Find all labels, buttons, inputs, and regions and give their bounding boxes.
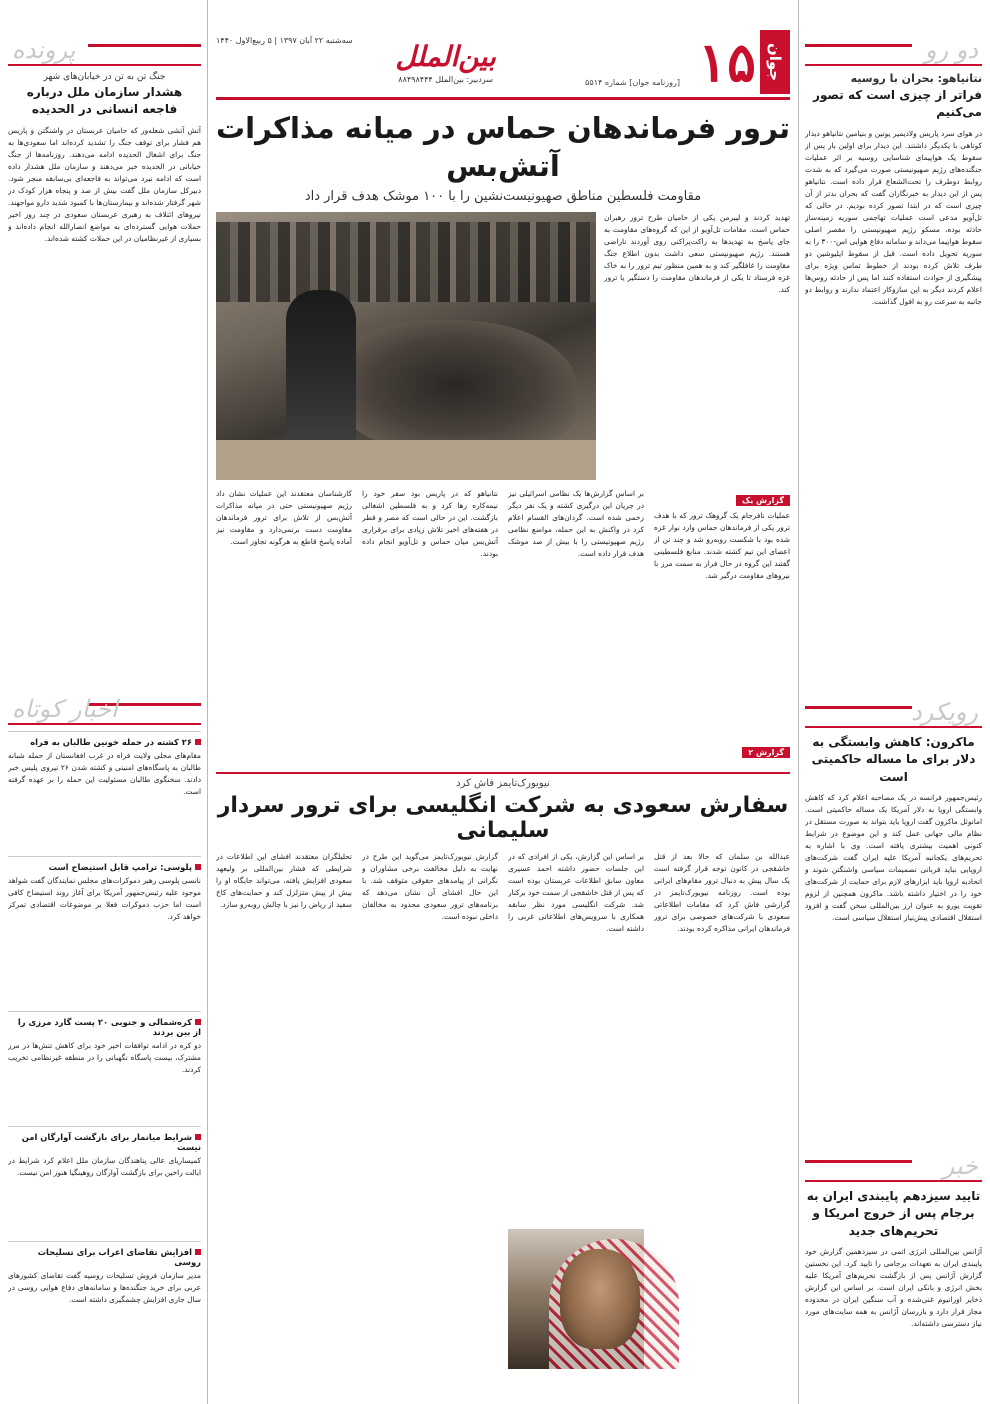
article-body: آژانس بین‌المللی انرژی اتمی در سیزدهمین گزارش خود پایبندی ایران به تعهدات برجامی را تایید کرد. این نخستین گزارش آژانس پس از بازگشت تحریم‌های آمریکا علیه بخش انرژی و بانکی ایران است. بر اساس این گزارش ذخایر اورانیوم غنی‌شده و آب سنگین ایران در محدوده مجاز قرار دارد و بازرسان آژانس به همه سایت‌های مورد نیاز دسترسی داشته‌اند. <box>805 1247 982 1329</box>
report-tag: گزارش یک <box>736 495 790 506</box>
brief-body: کمیساریای عالی پناهندگان سازمان ملل اعلام کرد شرایط در ایالت راخین برای بازگشت آوارگان روهینگیا هنوز امن نیست. <box>8 1155 201 1177</box>
lead-col-body: نتانیاهو که در پاریس بود سفر خود را نیمه‌کاره رها کرد و به فلسطین اشغالی بازگشت. این در حالی است که مصر و قطر در هفته‌های اخیر تلاش زیادی برای برقراری آتش‌بس میان حماس و تل‌آویو انجام داده بودند. <box>362 489 498 559</box>
lead-row <box>216 212 790 480</box>
logo-page-number: ۱۵ <box>697 30 756 94</box>
date-line: سه‌شنبه ۲۲ آبان ۱۳۹۷ | ۵ ربیع‌الاول ۱۴۴۰ <box>216 36 353 45</box>
section-tag-bar <box>88 44 201 47</box>
lead-subheadline: مقاومت فلسطین مناطق صهیونیست‌نشین را با ۱۰۰ موشک هدف قرار داد <box>304 189 702 205</box>
section-tag-label: اخبار کوتاه <box>12 694 118 723</box>
photo-face <box>560 1249 640 1349</box>
bullet-square-icon <box>195 1019 201 1025</box>
masthead <box>216 0 790 100</box>
second-col-body: عبدالله بن سلمان که حالا بعد از قتل خاشقجی در کانون توجه قرار گرفته است یک سال پیش به دنبال ترور مقام‌های ایرانی بوده است. روزنامه نیویورک‌تایمز در گزارشی فاش کرد که مقامات اطلاعاتی سعودی با شرکت‌های خصوصی برای ترور فرماندهان ایرانی مذاکره کرده بودند. <box>654 852 790 934</box>
lead-col-body: کارشناسان معتقدند این عملیات نشان داد رژیم صهیونیستی حتی در میانه مذاکرات آتش‌بس از تلاش برای ترور فرماندهان مقاومت دست برنمی‌دارد و مقاومت نیز آماده پاسخ قاطع به هرگونه تجاوز است. <box>216 489 352 547</box>
section-tag-label: دو رو <box>924 36 978 64</box>
bullet-square-icon <box>195 1134 201 1140</box>
lead-col-body: عملیات نافرجام یک گروهک ترور که با هدف ترور یکی از فرماندهان حماس وارد نوار غزه شده بود با شکست روبه‌رو شد و چند تن از اعضای این تیم کشته شدند. منابع فلسطینی گفتند این گروه در حال فرار به سمت مرز با نیروهای مقاومت درگیر شد. <box>654 511 790 581</box>
brief-title: شرایط میانمار برای بازگشت آوارگان امن نیست <box>21 1131 201 1152</box>
section-editor-line: سردبیر: بین‌الملل ۸۸۴۹۸۴۴۴ <box>398 75 493 84</box>
second-photo[interactable] <box>508 1229 644 1369</box>
brief-title: کره‌شمالی و جنوبی ۲۰ پست گارد مرزی را از بین بردند <box>17 1016 201 1037</box>
brief-item[interactable] <box>8 1241 201 1360</box>
section-tag-bar <box>805 1160 912 1163</box>
second-col-body: تحلیلگران معتقدند افشای این اطلاعات در شرایطی که فشار بین‌المللی بر ولیعهد سعودی افزایش یافته، می‌تواند جایگاه او را بیش از پیش متزلزل کند و حمایت‌های کاخ سفید از ریاض را نیز با چالش روبه‌رو سازد. <box>216 852 352 910</box>
lead-body-columns <box>216 488 790 740</box>
section-tag-parvandeh <box>8 36 201 66</box>
second-kicker: نیویورک‌تایمز فاش کرد <box>456 778 550 790</box>
newspaper-logo <box>682 26 790 98</box>
section-tag-briefs <box>8 695 201 725</box>
brief-title: پلوسی: ترامپ قابل استیضاح است <box>8 862 201 872</box>
article-body: آتش آتشی شعله‌ور که حامیان عربستان در واشنگتن و پاریس هم فشار برای توقف جنگ را تشدید کرده‌اند اما سعودی‌ها به جنگ برای اشغال الحدیده ادامه می‌دهند. روزنامه‌ها از جنگ خیابانی در الحدیده خبر می‌دهند و سازمان ملل هشدار داده است که ادامه نبرد می‌تواند به فاجعه‌ای بی‌سابقه منجر شود. دبیرکل سازمان ملل گفت بیش از صد و پنجاه هزار کودک در شهر گرفتار شده‌اند و بیمارستان‌ها با کمبود شدید دارو مواجهند. نیروهای ائتلاف به رهبری عربستان سعودی در چند روز اخیر حملات هوایی گسترده‌ای به مواضع انصارالله انجام داده‌اند و بسیاری از غیرنظامیان در این حملات کشته شده‌اند. <box>8 125 201 243</box>
section-tag-bar <box>805 44 912 47</box>
lead-side-text <box>604 212 790 480</box>
middle-column <box>208 0 798 1404</box>
second-col-body: بر اساس این گزارش، یکی از افرادی که در این جلسات حضور داشته احمد عسیری معاون سابق اطلاعات عربستان بوده است که پس از قتل خاشقجی از سمت خود برکنار شد. شرکت انگلیسی مورد نظر سابقه همکاری با سرویس‌های اطلاعاتی غربی را داشته است. <box>508 852 644 934</box>
lead-photo[interactable] <box>216 212 596 480</box>
bullet-square-icon <box>195 864 201 870</box>
section-tag-label: خبر <box>942 1151 978 1180</box>
issue-info: [روزنامه جوان] شماره ۵۵۱۴ <box>585 78 680 87</box>
section-divider <box>216 772 790 774</box>
article-body: در هوای سرد پاریس ولادیمیر پوتین و بنیامین نتانیاهو دیدار کوتاهی با یکدیگر داشتند. این دیدار برای اولین بار پس از سقوط یک هواپیمای شناسایی روسیه بر اثر عملیات جنگنده‌های رژیم صهیونیستی صورت می‌گیرد که به شدت روابط دوطرف را تحت‌الشعاع قرار داده است. نتانیاهو پس از این دیدار به خبرنگاران گفت که بحران بدتر از آن چیزی است که در ابتدا تصور کرده بودیم. در حالی که تل‌آویو مدعی است عملیات تهاجمی سوریه زمینه‌ساز حادثه بوده، مسکو رژیم صهیونیستی را مقصر اصلی سقوط هواپیما می‌داند و سامانه دفاع هوایی اس-۳۰۰ را به سوریه تحویل داده است. قبل از سقوط ایلیوشین دو طرف تلاش کرده بودند از خطوط تماس ویژه برای پیشگیری از حوادث استفاده کنند اما پس از حادثه روس‌ها اعلام کردند دیگر به این سازوکار اعتماد ندارند و روابط دو جانبه به سرعت رو به افول گذاشت. <box>805 128 982 306</box>
brief-item[interactable] <box>8 1126 201 1235</box>
brief-item[interactable] <box>8 1011 201 1120</box>
section-brand <box>395 40 496 84</box>
lead-col-body: بر اساس گزارش‌ها یک نظامی اسرائیلی نیز در جریان این درگیری کشته و یک نفر دیگر زخمی شده است. گردان‌های القسام اعلام کرد در واکنش به این حمله، مواضع نظامی رژیم صهیونیستی را با بیش از صد موشک هدف قرار داده است. <box>508 489 644 559</box>
second-col <box>362 851 498 1371</box>
lead-headline[interactable]: ترور فرماندهان حماس در میانه مذاکرات آتش‌بس <box>215 111 790 183</box>
article-body: رئیس‌جمهور فرانسه در یک مصاحبه اعلام کرد که کاهش وابستگی اروپا به دلار آمریکا یک مساله حاکمیتی است. امانوئل ماکرون گفت اروپا باید بتواند به صورت مستقل در نظام مالی جهانی عمل کند و این موضوع در شرایط کنونی اهمیت بیشتری یافته است. وی با اشاره به تحریم‌های یکجانبه آمریکا علیه ایران گفت شرکت‌های اروپایی نباید قربانی تصمیمات سیاسی واشنگتن شوند و اتحادیه اروپا باید ابزارهای لازم برای حمایت از شرکت‌های خود را در اختیار داشته باشد. ماکرون همچنین از لزوم تقویت یورو به عنوان ارز بین‌المللی سخن گفت و افزود استقلال اقتصادی پیش‌نیاز استقلال سیاسی است. <box>805 792 982 922</box>
brief-body: مدیر سازمان فروش تسلیحات روسیه گفت تقاضای کشورهای عربی برای خرید جنگنده‌ها و سامانه‌های دفاع هوایی روسی در سال جاری افزایش چشمگیری داشته است. <box>8 1270 201 1304</box>
brief-body: دو کره در ادامه توافقات اخیر خود برای کاهش تنش‌ها در مرز مشترک، بیست پاسگاه نگهبانی را در منطقه غیرنظامی تخریب کردند. <box>8 1040 201 1074</box>
bullet-square-icon <box>195 739 201 745</box>
section-tag-label: رویکرد <box>910 697 978 726</box>
lead-col <box>654 488 790 740</box>
lead-side-body: تهدید کردند و لیبرمن یکی از حامیان طرح ترور رهبران حماس است. مقامات تل‌آویو از این که گروه‌های مقاومت به جای پاسخ به تهدیدها به راکت‌پراکنی روی آوردند ناراضی هستند. رژیم صهیونیستی سعی داشت بدون اطلاع جنگ مقاومت را غافلگیر کند و به همین منظور تیم ترور را به خاک غزه فرستاد تا یکی از فرماندهان مقاومت را دستگیر یا ترور کند. <box>604 213 790 295</box>
left-column <box>0 0 208 1404</box>
article-headline[interactable]: ماکرون: کاهش وابستگی به دلار برای ما مساله حاکمیتی است <box>811 734 976 784</box>
section-tag-roykard <box>805 698 982 728</box>
article-headline[interactable]: فراتر از چیزی است که تصور می‌کنیم <box>813 88 982 120</box>
article-kicker: نتانیاهو: بحران با روسیه <box>850 72 982 85</box>
brief-item[interactable] <box>8 856 201 1005</box>
second-col-body: گزارش نیویورک‌تایمز می‌گوید این طرح در نهایت به دلیل مخالفت برخی مشاوران و نگرانی از پیامدهای حقوقی متوقف شد. با این حال افشای آن نشان می‌دهد که برنامه‌های ترور سعودی محدود به مخالفان داخلی نبوده است. <box>362 852 498 922</box>
article-headline[interactable]: هشدار سازمان ملل درباره فاجعه انسانی در الحدیده <box>26 85 183 117</box>
brief-body: مقام‌های محلی ولایت فراه در غرب افغانستان از حمله شبانه طالبان به پاسگاه‌های امنیتی و کشته شدن ۲۶ نیروی پلیس خبر دادند. سخنگوی طالبان مسئولیت این حمله را بر عهده گرفته است. <box>8 750 201 796</box>
brief-title: ۲۶ کشته در حمله خونین طالبان به فراه <box>8 737 201 747</box>
second-headline[interactable]: سفارش سعودی به شرکت انگلیسی برای ترور سردار سلیمانی <box>217 793 789 844</box>
right-column <box>798 0 990 1404</box>
logo-paper-name: جوان <box>760 30 790 94</box>
article-kicker: جنگ تن به تن در خیابان‌های شهر <box>43 72 166 82</box>
report-tag: گزارش ۲ <box>742 747 790 758</box>
article-headline[interactable]: تایید سیزدهم پایبندی ایران به برجام پس از خروج امریکا و تحریم‌های جدید <box>806 1188 981 1238</box>
photo-ground <box>216 440 596 480</box>
second-col <box>508 851 644 1371</box>
section-tag-label: پرونده <box>12 36 76 64</box>
section-tag-bar <box>805 706 912 709</box>
lead-col <box>216 488 352 740</box>
lead-col <box>362 488 498 740</box>
second-col <box>216 851 352 1371</box>
brief-title: افزایش تقاضای اعراب برای تسلیحات روسی <box>37 1246 201 1267</box>
bullet-square-icon <box>195 1249 201 1255</box>
brief-body: نانسی پلوسی رهبر دموکرات‌های مجلس نمایندگان گفت شواهد موجود علیه رئیس‌جمهور آمریکا برای آغاز روند استیضاح کافی است اما حزب دموکرات فعلا بر موضوعات اقتصادی تمرکز خواهد کرد. <box>8 875 201 921</box>
photo-wreck <box>336 320 576 450</box>
lead-col <box>508 488 644 740</box>
section-tag-doroo <box>805 36 982 66</box>
section-tag-khabar <box>805 1152 982 1182</box>
second-body-columns <box>216 851 790 1371</box>
section-brand-name: بین‌الملل <box>395 40 496 73</box>
photo-crowd <box>216 222 596 302</box>
photo-man <box>286 290 356 460</box>
brief-item[interactable] <box>8 731 201 850</box>
